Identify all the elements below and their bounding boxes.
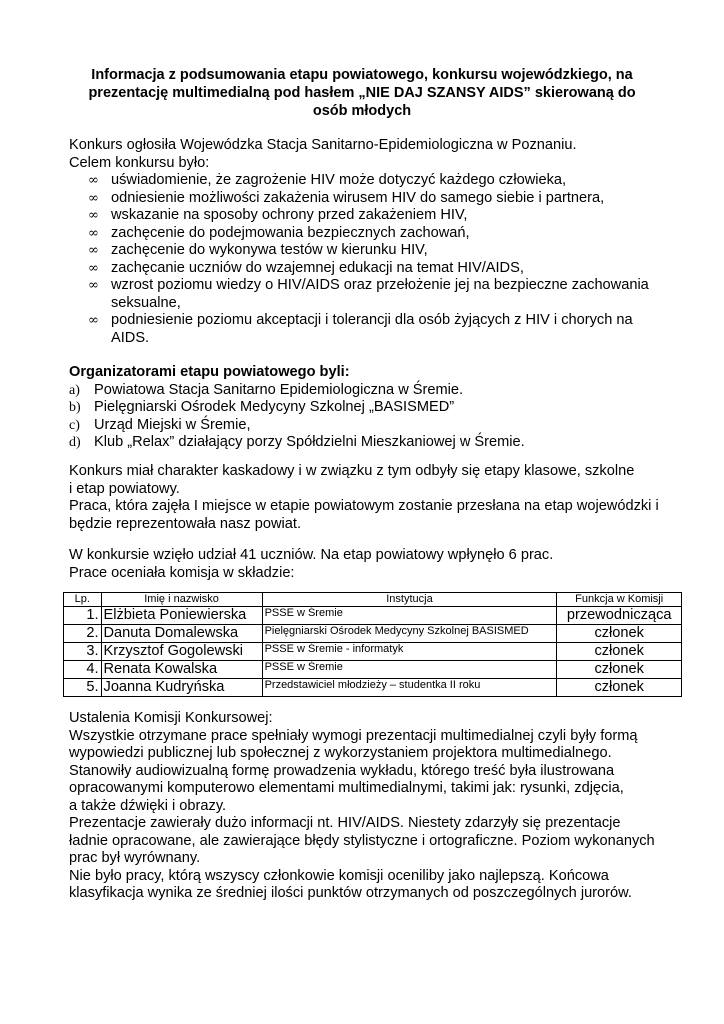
list-item	[69, 417, 689, 435]
participation-line: Prace oceniała komisja w składzie:	[69, 564, 295, 581]
infinity-bullet-icon: ∞	[88, 260, 99, 276]
organizer-text: Urząd Miejski w Śremie,	[94, 416, 251, 433]
list-item	[69, 382, 689, 400]
infinity-bullet-icon: ∞	[88, 243, 99, 258]
list-item	[69, 399, 689, 417]
organizer-text: Pielęgniarski Ośrodek Medycyny Szkolnej „BASISMED”	[94, 399, 455, 415]
table-row	[64, 661, 682, 679]
cell-institution: PSSE w Śremie - informatyk	[262, 643, 557, 661]
cell-institution: PSSE w Śremie	[262, 607, 557, 625]
infinity-bullet-icon: ∞	[88, 208, 99, 223]
infinity-bullet-icon: ∞	[88, 225, 99, 241]
cell-lp: 1.	[64, 607, 102, 625]
intro-line: Konkurs ogłosiła Wojewódzka Stacja Sanitarno-Epidemiologiczna w Poznaniu.	[69, 137, 577, 153]
table-row	[64, 679, 682, 697]
cell-name: Danuta Domalewska	[101, 625, 262, 643]
list-item	[88, 312, 689, 347]
list-item	[88, 172, 689, 190]
organizers-heading: Organizatorami etapu powiatowego byli:	[69, 364, 350, 380]
header-role: Funkcja w Komisji	[557, 593, 682, 607]
goals-list	[69, 172, 689, 347]
cascade-line: będzie reprezentowała nasz powiat.	[69, 515, 302, 532]
cell-role: członek	[557, 661, 682, 679]
cell-role: członek	[557, 679, 682, 697]
list-marker: c)	[69, 417, 80, 433]
organizers-section	[69, 364, 689, 452]
cell-lp: 4.	[64, 661, 102, 679]
cascade-line: Konkurs miał charakter kaskadowy i w związku z tym odbyły się etapy klasowe, szkolne	[69, 463, 635, 479]
cell-role: przewodnicząca	[557, 607, 682, 625]
cell-institution: Pielęgniarski Ośrodek Medycyny Szkolnej BASISMED	[262, 625, 557, 643]
organizers-list	[69, 382, 689, 452]
cell-name: Joanna Kudryńska	[101, 679, 262, 697]
infinity-bullet-icon: ∞	[88, 173, 99, 188]
goal-text: zachęcanie uczniów do wzajemnej edukacji na temat HIV/AIDS,	[111, 259, 524, 276]
goal-text: wzrost poziomu wiedzy o HIV/AIDS oraz przełożenie jej na bezpieczne zachowania seksualne,	[111, 277, 649, 311]
organizer-text: Powiatowa Stacja Sanitarno Epidemiologiczna w Śremie.	[94, 381, 464, 398]
title-line: Informacja z podsumowania etapu powiatowego, konkursu wojewódzkiego, na	[91, 67, 633, 83]
list-item	[69, 434, 689, 452]
cell-role: członek	[557, 625, 682, 643]
table-row	[64, 643, 682, 661]
goal-text: uświadomienie, że zagrożenie HIV może dotyczyć każdego człowieka,	[111, 172, 567, 188]
intro-line: Celem konkursu było:	[69, 154, 210, 171]
list-marker: b)	[69, 400, 81, 415]
goal-text: zachęcenie do wykonywa testów w kierunku HIV,	[111, 242, 428, 258]
title-line: prezentację multimedialną pod hasłem „NIE DAJ SZANSY AIDS” skierowaną do	[88, 85, 636, 101]
findings-heading: Ustalenia Komisji Konkursowej:	[69, 710, 273, 726]
list-item	[88, 190, 689, 208]
findings-section	[69, 710, 689, 903]
findings-line: opracowanymi komputerowo elementami multimedialnymi, takimi jak: rysunki, zdjęcia,	[69, 780, 624, 796]
participation-line: W konkursie wzięło udział 41 uczniów. Na etap powiatowy wpłynęło 6 prac.	[69, 547, 554, 563]
goal-text: podniesienie poziomu akceptacji i tolerancji dla osób żyjących z HIV i chorych na AIDS.	[111, 312, 633, 346]
table-row	[64, 625, 682, 643]
title-line: osób młodych	[312, 103, 412, 119]
cell-lp: 3.	[64, 643, 102, 661]
participation-section	[69, 547, 689, 582]
infinity-bullet-icon: ∞	[88, 190, 99, 206]
list-item	[88, 207, 689, 225]
findings-line: Wszystkie otrzymane prace spełniały wymogi prezentacji multimedialnej czyli były formą	[69, 727, 638, 744]
committee-table	[63, 592, 682, 697]
organizer-text: Klub „Relax” działający porzy Spółdzielni Mieszkaniowej w Śremie.	[94, 434, 525, 450]
findings-line: Stanowiły audiowizualną formę prowadzenia wykładu, którego treść była ilustrowana	[69, 762, 615, 779]
intro-section	[69, 137, 689, 347]
findings-line: prac był wyrównany.	[69, 850, 201, 866]
findings-line: a także dźwięki i obrazy.	[69, 797, 227, 814]
list-item	[88, 242, 689, 260]
findings-line: Prezentacje zawierały dużo informacji nt. HIV/AIDS. Niestety zdarzyły się prezentacje	[69, 815, 621, 831]
cell-name: Elżbieta Poniewierska	[101, 607, 262, 625]
goal-text: zachęcenie do podejmowania bezpiecznych zachowań,	[111, 224, 470, 241]
header-institution: Instytucja	[262, 593, 557, 607]
list-item	[88, 277, 689, 312]
document-title	[60, 66, 664, 120]
list-item	[88, 260, 689, 278]
infinity-bullet-icon: ∞	[88, 313, 99, 328]
cascade-line: i etap powiatowy.	[69, 480, 180, 497]
findings-line: ładnie opracowane, ale zawierające błędy stylistyczne i ortograficzne. Poziom wykonanych	[69, 832, 655, 849]
cell-name: Renata Kowalska	[101, 661, 262, 679]
list-marker: d)	[69, 435, 81, 450]
findings-line: wypowiedzi publicznej lub społecznej z wykorzystaniem projektora multimedialnego.	[69, 745, 612, 761]
infinity-bullet-icon: ∞	[88, 278, 99, 293]
cell-institution: PSSE w Śremie	[262, 661, 557, 679]
cell-role: członek	[557, 643, 682, 661]
goal-text: wskazanie na sposoby ochrony przed zakażeniem HIV,	[111, 207, 468, 223]
list-item	[88, 225, 689, 243]
cell-institution: Przedstawiciel młodzieży – studentka II roku	[262, 679, 557, 697]
goal-text: odniesienie możliwości zakażenia wirusem HIV do samego siebie i partnera,	[111, 189, 605, 206]
cascade-section	[69, 463, 689, 533]
list-marker: a)	[69, 382, 80, 398]
header-lp: Lp.	[64, 593, 102, 607]
findings-line: Nie było pracy, którą wszyscy członkowie komisji oceniliby jako najlepszą. Końcowa	[69, 867, 609, 884]
header-name: Imię i nazwisko	[101, 593, 262, 607]
table-row	[64, 607, 682, 625]
cell-lp: 2.	[64, 625, 102, 643]
cascade-line: Praca, która zajęła I miejsce w etapie powiatowym zostanie przesłana na etap wojewódzki i	[69, 498, 659, 514]
cell-lp: 5.	[64, 679, 102, 697]
table-header-row	[64, 593, 682, 607]
cell-name: Krzysztof Gogolewski	[101, 643, 262, 661]
findings-line: klasyfikacja wynika ze średniej ilości punktów otrzymanych od poszczególnych jurorów.	[69, 885, 632, 901]
